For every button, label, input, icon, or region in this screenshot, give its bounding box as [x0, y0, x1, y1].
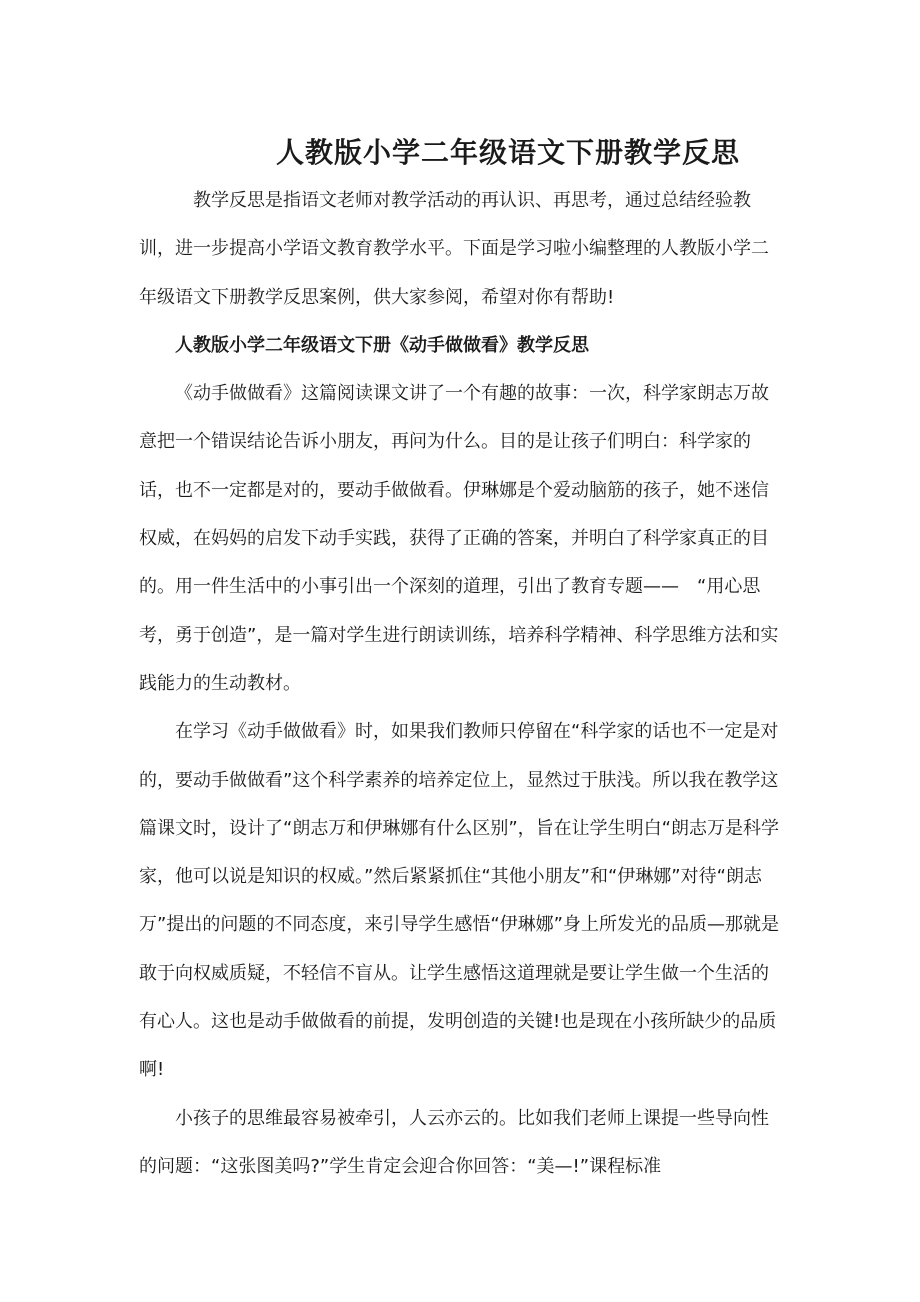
body-paragraph: 在学习《动手做做看》时，如果我们教师只停留在“科学家的话也不一定是对的，要动手做做看”这个科学素养的培养定位上，显然过于肤浅。所以我在教学这篇课文时，设计了“朗志万和伊琳娜有什么区别”，旨在让学生明白“朗志万是科学家，他可以说是知识的权威。”然后紧紧抓住“其他小朋友”和“伊琳娜”对待“朗志万”提出的问题的不同态度，来引导学生感悟“伊琳娜”身上所发光的品质—那就是敢于向权威质疑，不轻信不盲从。让学生感悟这道理就是要让学生做一个生活的有心人。这也是动手做做看的前提，发明创造的关键!也是现在小孩所缺少的品质啊!: [139, 721, 779, 1081]
document-title: 人教版小学二年级语文下册教学反思: [275, 136, 740, 169]
section-heading: 人教版小学二年级语文下册《动手做做看》教学反思: [175, 334, 589, 356]
intro-paragraph: 教学反思是指语文老师对教学活动的再认识、再思考，通过总结经验教训，进一步提高小学语文教育教学水平。下面是学习啦小编整理的人教版小学二年级语文下册教学反思案例，供大家参阅，希望对你有帮助!: [139, 190, 769, 308]
body-paragraph: 小孩子的思维最容易被牵引，人云亦云的。比如我们老师上课提一些导向性的问题：“这张图美吗?”学生肯定会迎合你回答：“美—!”课程标准: [139, 1107, 769, 1177]
body-paragraph: 《动手做做看》这篇阅读课文讲了一个有趣的故事：一次，科学家朗志万故意把一个错误结论告诉小朋友，再问为什么。目的是让孩子们明白：科学家的话，也不一定都是对的，要动手做做看。伊琳娜是个爱动脑筋的孩子，她不迷信权威，在妈妈的启发下动手实践，获得了正确的答案，并明白了科学家真正的目的。用一件生活中的小事引出一个深刻的道理，引出了教育专题—— “用心思考，勇于创造”，是一篇对学生进行朗读训练，培养科学精神、科学思维方法和实践能力的生动教材。: [139, 383, 779, 694]
document-body: [139, 177, 779, 1191]
